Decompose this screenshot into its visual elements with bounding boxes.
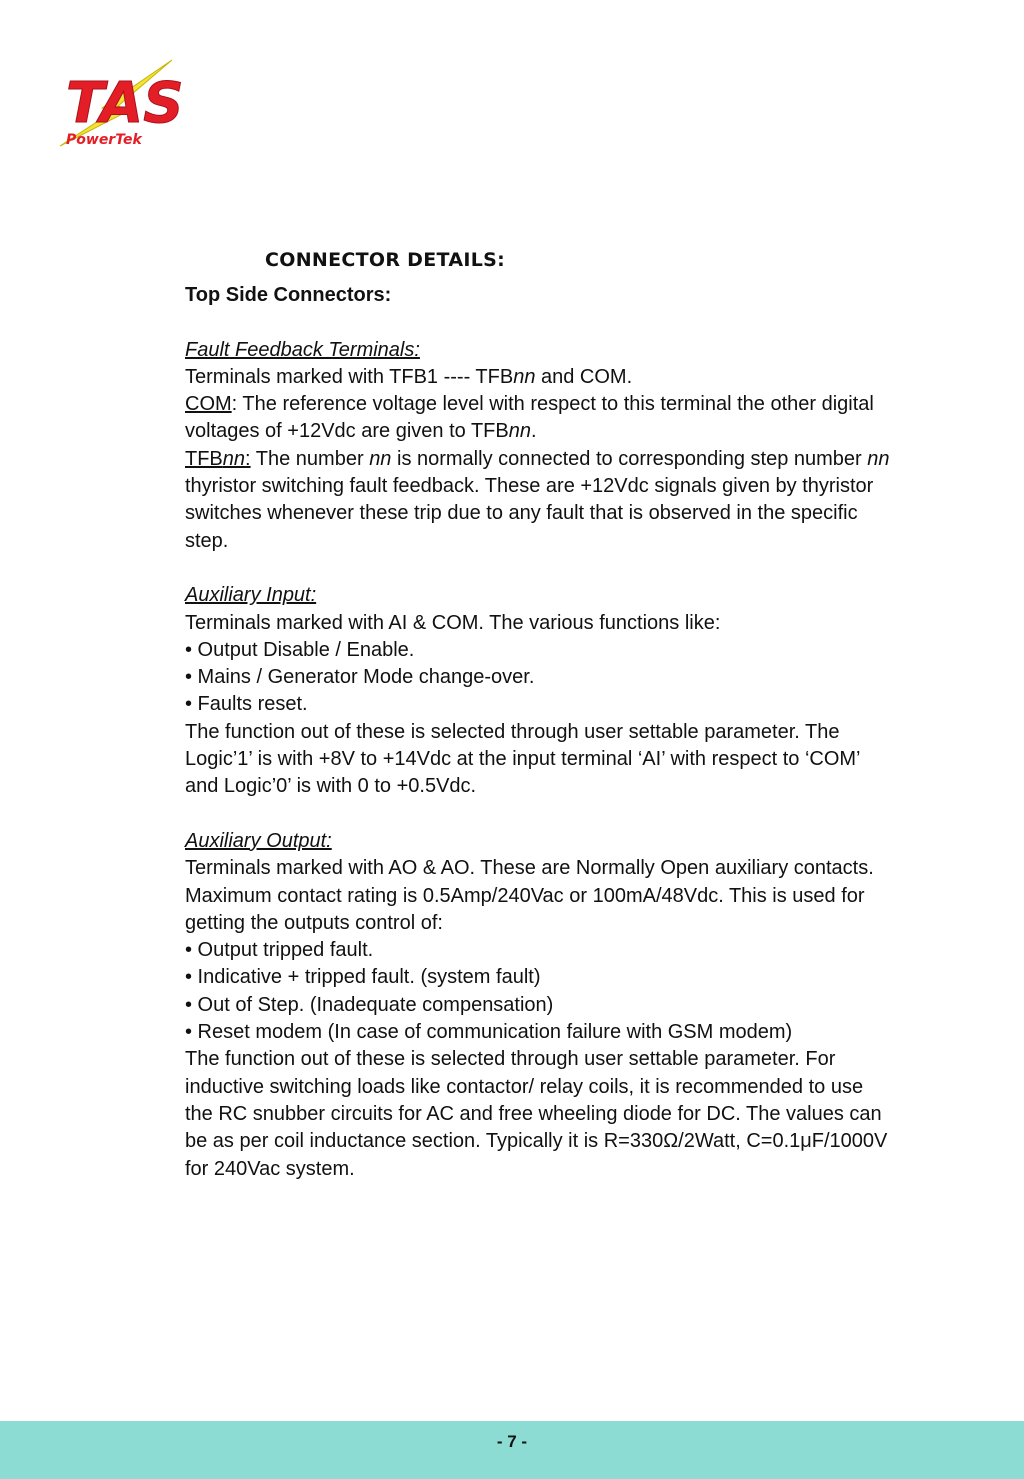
aux-input-intro: Terminals marked with AI & COM. The various functions like: [185, 611, 721, 634]
tfb-description [185, 446, 895, 555]
list-item: • Faults reset. [185, 693, 308, 716]
fault-feedback-line1 [185, 364, 895, 391]
list-item: • Out of Step. (Inadequate compensation) [185, 993, 554, 1016]
tfb-italic2: nn [867, 447, 890, 470]
line1-prefix: Terminals marked with TFB1 ---- TFB [185, 365, 514, 388]
logo-main-text: TAS [66, 71, 184, 136]
section-title: CONNECTOR DETAILS: [265, 249, 505, 271]
com-description [185, 391, 895, 446]
aux-input-outro: The function out of these is selected through user settable parameter. The Logic’1’ is with +8V to +14Vdc at the input terminal ‘AI’ with respect to ‘COM’ and Logic’0’ is with 0 to +0.5Vdc. [185, 720, 860, 798]
line1-suffix: and COM. [535, 365, 633, 388]
tfb-term-colon: : [245, 447, 251, 470]
com-text: : The reference voltage level with respect to this terminal the other digital voltages of +12Vdc are given to TFB [185, 393, 874, 443]
aux-output-intro: Terminals marked with AO & AO. These are Normally Open auxiliary contacts. Maximum contact rating is 0.5Amp/240Vac or 100mA/48Vdc. This is used for getting the outputs control of: [185, 857, 874, 934]
tfb-term-italic: nn [222, 447, 246, 470]
list-item: • Indicative + tripped fault. (system fault) [185, 966, 541, 989]
tfb-term-prefix: TFB [185, 447, 223, 470]
aux-output-heading: Auxiliary Output: [185, 829, 332, 852]
document-body [185, 282, 895, 1183]
tas-logo-graphic [52, 52, 188, 152]
tfb-text3: thyristor switching fault feedback. These are +12Vdc signals given by thyristor switches whenever these trip due to any fault that is observed in the specific step. [185, 475, 874, 552]
aux-output-outro: The function out of these is selected through user settable parameter. For inductive switching loads like contactor/ relay coils, it is recommended to use the RC snubber circuits for AC and free wheeling diode for DC. The values can be as per coil inductance section. Typically it is R=330Ω/2Watt, C=0.1μF/1000V for 240Vac system. [185, 1048, 888, 1180]
com-term: COM [185, 393, 232, 416]
page-number: - 7 - [496, 1432, 528, 1451]
list-item: • Mains / Generator Mode change-over. [185, 666, 535, 689]
tfb-italic1: nn [369, 447, 392, 470]
subheading: Top Side Connectors: [185, 284, 392, 306]
logo-sub-text: PowerTek [66, 132, 142, 148]
com-end: . [530, 420, 537, 443]
list-item: • Reset modem (In case of communication failure with GSM modem) [185, 1021, 793, 1044]
list-item: • Output Disable / Enable. [185, 638, 415, 661]
line1-italic: nn [513, 365, 536, 388]
tfb-text1: The number [250, 447, 370, 470]
company-logo [52, 52, 188, 152]
fault-feedback-heading: Fault Feedback Terminals: [185, 338, 420, 361]
aux-input-heading: Auxiliary Input: [185, 584, 317, 607]
tfb-text2: is normally connected to corresponding step number [391, 447, 868, 470]
com-italic: nn [508, 420, 531, 443]
list-item: • Output tripped fault. [185, 939, 374, 962]
tfb-term [185, 448, 251, 470]
